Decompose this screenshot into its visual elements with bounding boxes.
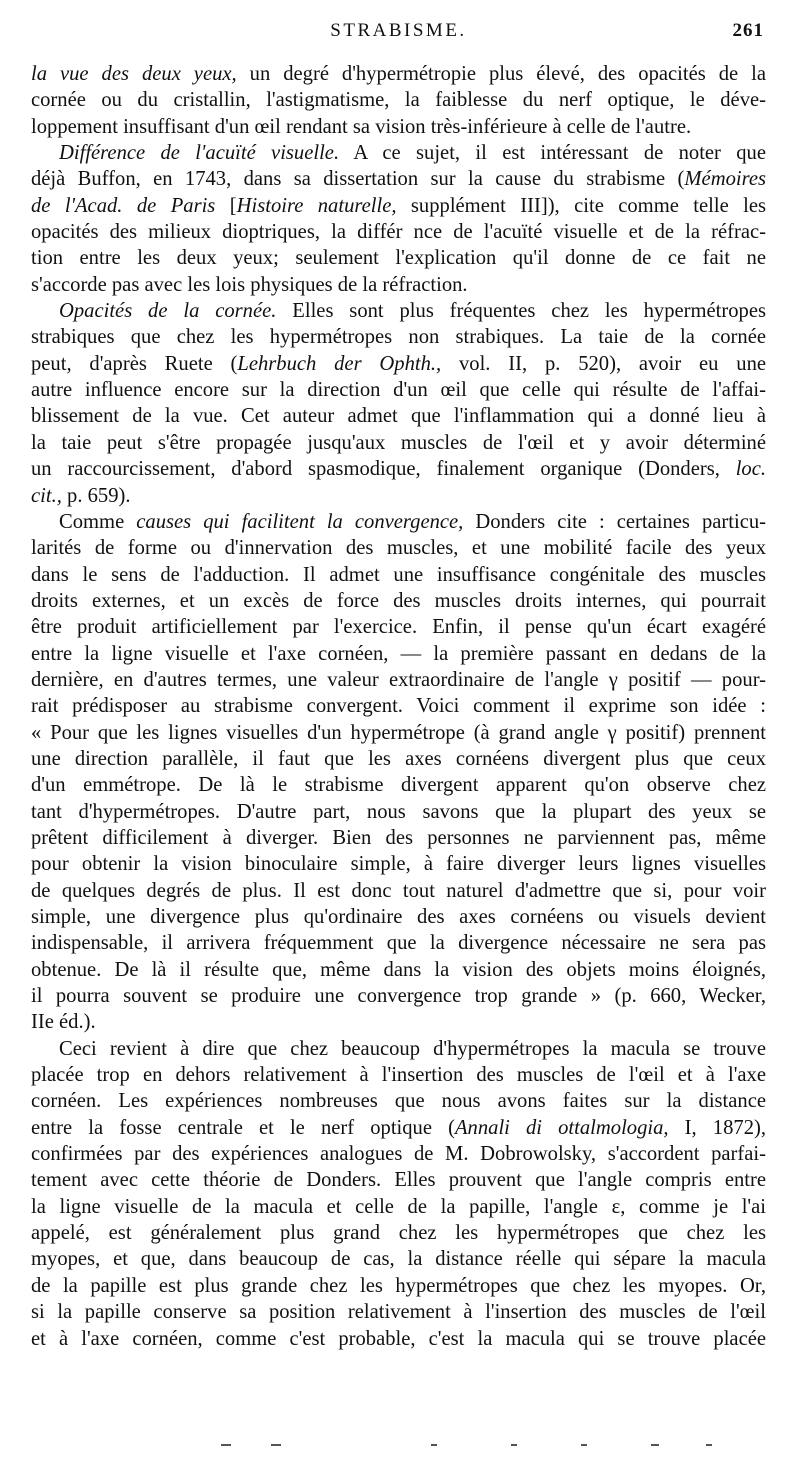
text-run: simple, une divergence plus qu'ordinaire des axes cornéens ou visuels devient	[31, 906, 766, 928]
text-run: [	[215, 194, 237, 217]
speck	[431, 1444, 437, 1446]
speck	[221, 1444, 231, 1446]
text-line	[31, 1009, 766, 1035]
text-line	[31, 878, 766, 904]
text-run: vol. II, p. 520), avoir eu une	[441, 352, 766, 375]
text-line	[31, 825, 766, 851]
text-run: Comme	[59, 510, 137, 533]
text-line	[31, 1299, 766, 1325]
text-line	[31, 377, 766, 403]
text-line	[31, 219, 766, 245]
body-text	[31, 61, 766, 1352]
text-run: confirmées par des expériences analogues de M. Dobrowolsky, s'accordent parfai-	[31, 1143, 766, 1166]
text-run: prêtent difficilement à diverger. Bien des personnes ne parviennent pas, même	[31, 826, 766, 849]
text-run: Elles sont plus fréquentes chez les hypermétropes	[276, 300, 766, 323]
text-line	[31, 667, 766, 693]
speck	[651, 1444, 659, 1446]
text-run: entre la ligne visuelle et l'axe cornéen, — la première passant en dedans de la	[31, 642, 766, 665]
speck	[271, 1444, 281, 1446]
italic-text: de l'Acad. de Paris	[31, 194, 216, 217]
text-line	[31, 641, 766, 667]
text-run: IIe éd.).	[31, 1011, 96, 1034]
text-line	[31, 509, 766, 535]
italic-text: Histoire naturelle,	[236, 194, 397, 217]
text-run: blissement de la vue. Cet auteur admet que l'inflammation qui a donné lieu à	[31, 405, 766, 428]
italic-text: causes qui facilitent la convergence,	[136, 510, 464, 533]
italic-text: Opacités de la cornée.	[59, 300, 277, 323]
text-line	[31, 588, 766, 614]
text-line	[31, 1194, 766, 1220]
text-run: une direction parallèle, il faut que les axes cornéens divergent plus que ceux	[31, 747, 766, 770]
text-run: opacités des milieux dioptriques, la différ nce de l'acuïté visuelle et de la réfrac-	[31, 221, 766, 244]
text-run: si la papille conserve sa position relativement à l'insertion des muscles de l'œil	[31, 1301, 766, 1324]
text-line	[31, 1062, 766, 1088]
page-header	[31, 20, 766, 46]
text-run: rait prédisposer au strabisme convergent. Voici comment il exprime son idée :	[31, 695, 766, 718]
text-line	[31, 87, 766, 113]
text-line	[31, 1220, 766, 1246]
text-run: un degré d'hypermétropie plus élevé, des opacités de la	[236, 63, 766, 85]
text-line	[31, 456, 766, 482]
page-number: 261	[732, 20, 764, 41]
text-line	[31, 799, 766, 825]
text-run: « Pour que les lignes visuelles d'un hypermétrope (à grand angle γ positif) prennent	[31, 721, 766, 744]
text-line	[31, 746, 766, 772]
text-run: Ceci revient à dire que chez beaucoup d'hypermétropes la macula se trouve	[59, 1037, 766, 1060]
text-line	[31, 1088, 766, 1114]
text-line	[31, 1246, 766, 1272]
text-run: la taie peut s'être propagée jusqu'aux muscles de l'œil et y avoir déterminé	[31, 431, 766, 454]
text-line	[31, 904, 766, 930]
italic-text: Annali di ottalmologia,	[454, 1116, 669, 1139]
text-run: de la papille est plus grande chez les hypermétropes que chez les myopes. Or,	[31, 1274, 766, 1297]
text-line	[31, 720, 766, 746]
text-run: loppement insuffisant d'un œil rendant sa vision très-inférieure à celle de l'autre.	[31, 115, 692, 138]
text-line	[31, 140, 766, 166]
text-line	[31, 272, 766, 298]
text-run: il pourra souvent se produire une convergence trop grande » (p. 660, Wecker,	[31, 985, 766, 1008]
text-run: myopes, et que, dans beaucoup de cas, la distance réelle qui sépare la macula	[31, 1248, 766, 1271]
text-line	[31, 483, 766, 509]
text-run: d'un emmétrope. De là le strabisme divergent apparent qu'on observe chez	[31, 774, 766, 797]
text-run: larités de forme ou d'innervation des muscles, et une mobilité facile des yeux	[31, 537, 766, 560]
text-run: pour obtenir la vision binoculaire simple, à faire diverger leurs lignes visuelles	[31, 853, 766, 876]
text-line	[31, 403, 766, 429]
text-run: tement avec cette théorie de Donders. Elles prouvent que l'angle compris entre	[31, 1169, 766, 1192]
text-line	[31, 1326, 766, 1352]
text-run: la ligne visuelle de la macula et celle de la papille, l'angle ε, comme je l'ai	[31, 1195, 766, 1218]
speck	[511, 1444, 517, 1446]
text-run: tion entre les deux yeux; seulement l'explication qu'il donne de ce fait ne	[31, 247, 766, 270]
text-line	[31, 851, 766, 877]
text-line	[31, 245, 766, 271]
text-line	[31, 1036, 766, 1062]
text-run: cornée ou du cristallin, l'astigmatisme, la faiblesse du nerf optique, le déve-	[31, 89, 766, 112]
text-run: déjà Buffon, en 1743, dans sa dissertation sur la cause du strabisme (	[31, 168, 685, 191]
text-run: droits externes, et un excès de force des muscles droits internes, qui pourrait	[31, 589, 766, 612]
text-line	[31, 562, 766, 588]
text-line	[31, 693, 766, 719]
italic-text: la vue des deux yeux,	[31, 63, 237, 85]
speck	[581, 1444, 587, 1446]
text-line	[31, 114, 766, 140]
text-run: strabiques que chez les hypermétropes non strabiques. La taie de la cornée	[31, 326, 766, 349]
text-run: autre influence encore sur la direction d'un œil que celle qui résulte de l'affai-	[31, 379, 766, 402]
document-page	[31, 0, 766, 1481]
text-run: A ce sujet, il est intéressant de noter que	[339, 142, 766, 165]
text-line	[31, 535, 766, 561]
text-run: appelé, est généralement plus grand chez les hypermétropes que chez les	[31, 1222, 766, 1245]
text-line	[31, 957, 766, 983]
text-line	[31, 930, 766, 956]
text-run: de quelques degrés de plus. Il est donc tout naturel d'admettre que si, pour voir	[31, 879, 766, 902]
speck	[706, 1444, 712, 1446]
text-run: être produit artificiellement par l'exercice. Enfin, il pense qu'un écart exagéré	[31, 616, 766, 639]
text-line	[31, 1273, 766, 1299]
text-line	[31, 1141, 766, 1167]
italic-text: Différence de l'acuïté visuelle.	[59, 142, 340, 165]
text-run: un raccourcissement, d'abord spasmodique, finalement organique (Donders,	[31, 458, 736, 481]
text-line	[31, 324, 766, 350]
text-run: entre la fosse centrale et le nerf optique (	[31, 1116, 455, 1139]
text-run: p. 659).	[61, 484, 131, 507]
text-line	[31, 1115, 766, 1141]
page-bottom-specks	[181, 1442, 741, 1450]
text-run: peut, d'après Ruete (	[31, 352, 238, 375]
text-run: s'accorde pas avec les lois physiques de la réfraction.	[31, 273, 468, 296]
text-line	[31, 61, 766, 87]
text-run: supplément III]), cite comme telle les	[396, 194, 766, 217]
italic-text: Lehrbuch der Ophth.,	[237, 352, 442, 375]
text-run: Donders cite : certaines particu-	[463, 510, 766, 533]
text-run: indispensable, il arrivera fréquemment que la divergence nécessaire ne sera pas	[31, 932, 766, 955]
text-line	[31, 983, 766, 1009]
text-line	[31, 430, 766, 456]
text-line	[31, 193, 766, 219]
italic-text: Mémoires	[684, 168, 766, 191]
italic-text: cit.,	[31, 484, 62, 507]
running-title: STRABISME.	[330, 20, 467, 41]
text-run: tant d'hypermétropes. D'autre part, nous savons que la plupart des yeux se	[31, 800, 766, 823]
text-line	[31, 614, 766, 640]
text-line	[31, 351, 766, 377]
text-line	[31, 166, 766, 192]
text-run: obtenue. De là il résulte que, même dans la vision des objets moins éloignés,	[31, 958, 766, 981]
text-run: dernière, en d'autres termes, une valeur extraordinaire de l'angle γ positif — pour-	[31, 668, 766, 691]
text-line	[31, 772, 766, 798]
text-run: et à l'axe cornéen, comme c'est probable, c'est la macula qui se trouve placée	[31, 1327, 766, 1350]
text-line	[31, 298, 766, 324]
text-run: cornéen. Les expériences nombreuses que nous avons faites sur la distance	[31, 1090, 766, 1113]
text-line	[31, 1167, 766, 1193]
italic-text: loc.	[735, 458, 766, 481]
text-run: dans le sens de l'adduction. Il admet une insuffisance congénitale des muscles	[31, 563, 766, 586]
text-run: I, 1872),	[668, 1116, 766, 1139]
text-run: placée trop en dehors relativement à l'insertion des muscles de l'œil et à l'axe	[31, 1064, 766, 1087]
